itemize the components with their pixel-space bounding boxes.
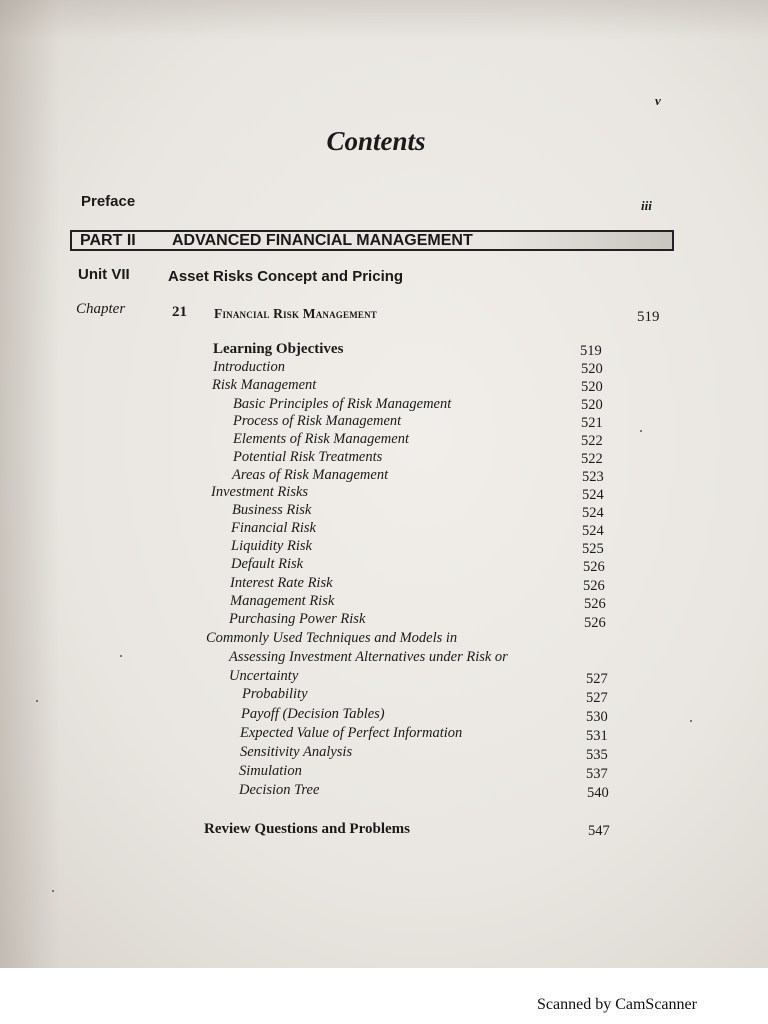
- page-title: Contents: [326, 126, 426, 156]
- toc-page: 526: [584, 596, 606, 612]
- scan-speck: [120, 655, 122, 657]
- review-entry: Review Questions and Problems: [204, 821, 410, 837]
- scanner-watermark: Scanned by CamScanner: [537, 996, 697, 1013]
- chapter-label: Chapter: [76, 301, 126, 317]
- toc-entry: Management Risk: [230, 593, 335, 609]
- toc-entry: Simulation: [239, 763, 302, 779]
- part-banner: [70, 230, 674, 251]
- toc-page: 522: [581, 451, 603, 467]
- scan-speck: [52, 890, 54, 892]
- toc-page: 524: [582, 523, 604, 539]
- toc-entry: Commonly Used Techniques and Models in: [206, 630, 458, 646]
- toc-entry: Learning Objectives: [213, 341, 344, 357]
- toc-page: 520: [581, 361, 603, 377]
- toc-page: 535: [586, 747, 608, 763]
- preface-page: iii: [641, 198, 652, 213]
- chapter-number: 21: [172, 304, 187, 320]
- page-number-roman: v: [655, 93, 661, 108]
- toc-entry: Interest Rate Risk: [230, 575, 333, 591]
- toc-entry: Default Risk: [231, 556, 304, 572]
- scan-speck: [36, 700, 38, 702]
- part-title: ADVANCED FINANCIAL MANAGEMENT: [172, 232, 473, 249]
- toc-entry: Uncertainty: [229, 668, 299, 684]
- toc-entry: Financial Risk: [231, 520, 316, 536]
- review-page: 547: [588, 823, 610, 839]
- toc-entry: Basic Principles of Risk Management: [233, 396, 452, 412]
- toc-page: 523: [582, 469, 604, 485]
- toc-page: 531: [586, 728, 608, 744]
- toc-entry: Expected Value of Perfect Information: [240, 725, 463, 741]
- toc-page: 526: [583, 559, 605, 575]
- chapter-title: Financial Risk Management: [214, 306, 378, 321]
- unit-label: Unit VII: [78, 266, 130, 283]
- part-label: PART II: [80, 232, 136, 249]
- toc-page: 519: [580, 343, 602, 359]
- toc-page: 522: [581, 433, 603, 449]
- preface-label: Preface: [81, 193, 136, 210]
- toc-page: 526: [583, 578, 605, 594]
- toc-entry: Process of Risk Management: [233, 413, 402, 429]
- toc-entry: Areas of Risk Management: [232, 467, 389, 483]
- toc-entry: Payoff (Decision Tables): [241, 706, 385, 722]
- toc-page: 527: [586, 690, 608, 706]
- toc-entry: Purchasing Power Risk: [229, 611, 366, 627]
- toc-entry: Sensitivity Analysis: [240, 744, 353, 760]
- toc-page: 540: [587, 785, 609, 801]
- toc-page: 537: [586, 766, 608, 782]
- toc-page: 527: [586, 671, 608, 687]
- toc-page: 524: [582, 487, 604, 503]
- scan-speck: [640, 430, 642, 432]
- toc-entry: Business Risk: [232, 502, 312, 518]
- chapter-page: 519: [637, 309, 660, 325]
- toc-page: 524: [582, 505, 604, 521]
- toc-page: 520: [581, 379, 603, 395]
- toc-page: 526: [584, 615, 606, 631]
- unit-title: Asset Risks Concept and Pricing: [168, 268, 404, 285]
- toc-entry: Risk Management: [212, 377, 317, 393]
- toc-entry: Elements of Risk Management: [233, 431, 409, 447]
- scan-speck: [690, 720, 692, 722]
- toc-entry: Investment Risks: [211, 484, 309, 500]
- toc-entry: Probability: [242, 686, 308, 702]
- toc-entry: Decision Tree: [239, 782, 320, 798]
- toc-page: 521: [581, 415, 603, 431]
- page-shadow-top: [0, 0, 768, 40]
- toc-page: 525: [582, 541, 604, 557]
- toc-page: 520: [581, 397, 603, 413]
- toc-entry: Introduction: [213, 359, 285, 375]
- toc-page: 530: [586, 709, 608, 725]
- toc-entry: Liquidity Risk: [231, 538, 312, 554]
- toc-entry: Assessing Investment Alternatives under Risk or: [229, 649, 508, 665]
- toc-entry: Potential Risk Treatments: [233, 449, 383, 465]
